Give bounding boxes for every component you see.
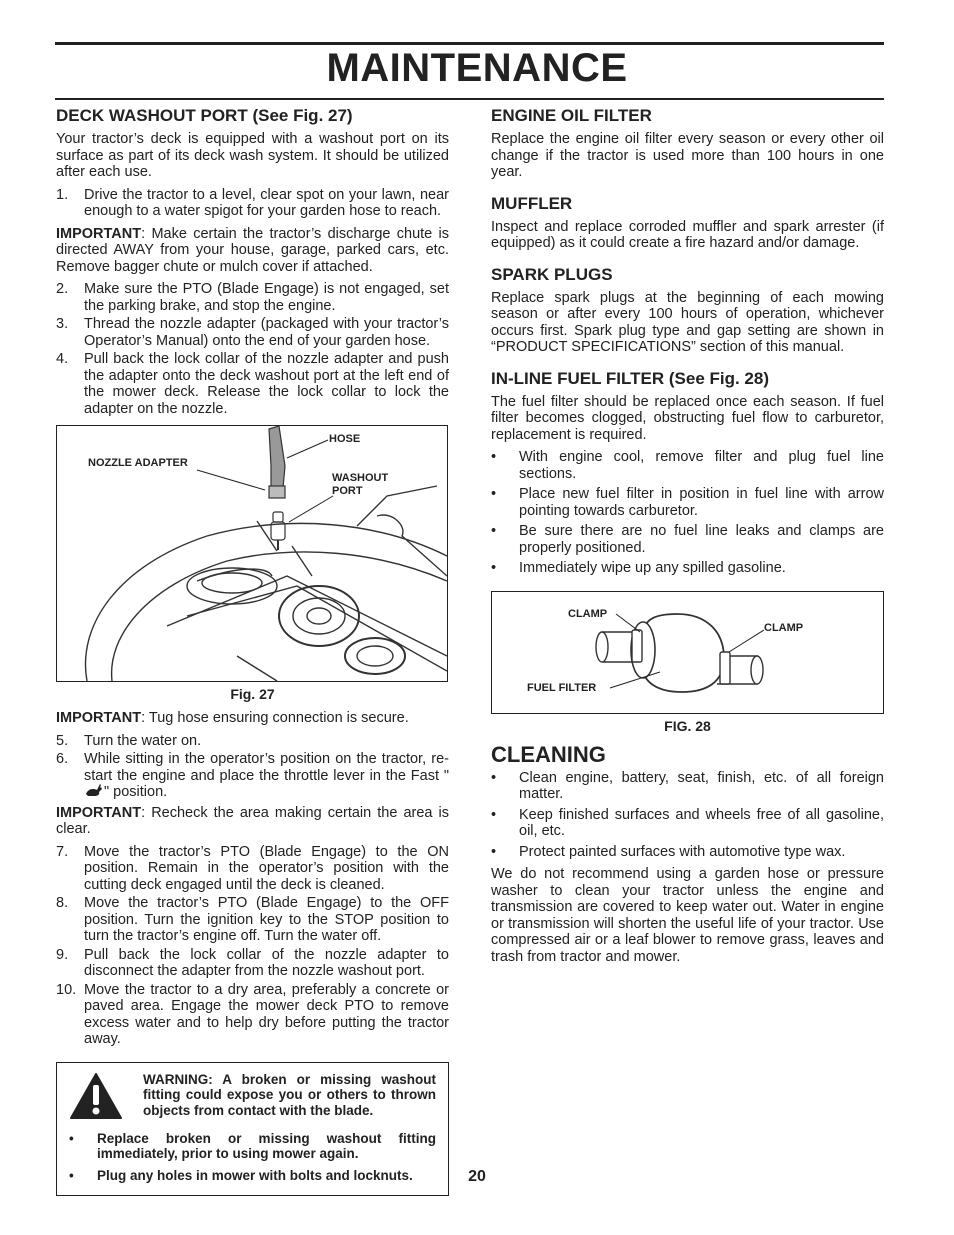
cleaning-text: We do not recommend using a garden hose or pressure washer to clean your tractor unless the engine and transmission are covered to keep water out. Water in engine or transmission will shorten the useful life of your tractor. Use compressed air or a leaf blower to remove grass, leaves and trash from tractor and mower.	[491, 866, 884, 965]
important-note-1	[56, 226, 449, 276]
clamp-label-left: CLAMP	[568, 607, 608, 620]
important-note-3: IMPORTANT: Recheck the area making certain the area is clear.	[56, 804, 449, 837]
muffler-section: MUFFLER Inspect and replace corroded muffler and spark arrester (if equipped) as it could create a fire hazard and/or damage.	[491, 193, 884, 251]
step-4	[56, 351, 449, 417]
washout-port-label: WASHOUT PORT	[332, 472, 389, 497]
step-number: 2.	[56, 281, 69, 297]
nozzle-adapter-label: NOZZLE ADAPTER	[88, 457, 188, 469]
muffler-heading: MUFFLER	[491, 193, 573, 213]
warning-bullet: • Plug any holes in mower with bolts and locknuts.	[69, 1167, 413, 1183]
step-number: 4.	[56, 351, 69, 367]
step-text: Thread the nozzle adapter (packaged with your tractor’s Operator’s Manual) onto the end of your garden hose.	[84, 316, 449, 349]
step-2	[56, 281, 449, 314]
step-number: 3.	[56, 316, 69, 332]
step-9: 9. Pull back the lock collar of the nozzle adapter to disconnect the adapter from the nozzle washout port.	[56, 946, 449, 979]
fuel-bullet: • Place new fuel filter in position in fuel line with arrow pointing towards carburetor.	[491, 486, 884, 519]
deck-washout-heading: DECK WASHOUT PORT (See Fig. 27)	[56, 106, 353, 125]
step-text: Drive the tractor to a level, clear spot on your lawn, near enough to a water spigot for your garden hose to reach.	[84, 186, 449, 219]
figure-28-caption: FIG. 28	[664, 717, 711, 734]
important-label: IMPORTANT	[56, 225, 142, 242]
step-8: 8. Move the tractor’s PTO (Blade Engage) to the OFF position. Turn the ignition key to the STOP position to turn the tractor’s engine off. Turn the water off.	[56, 895, 449, 944]
important-text: : Make certain the tractor’s discharge chute is directed AWAY from your house, garage, parked cars, etc. Remove bagger chute or mulch cover if attached.	[56, 225, 449, 275]
fuel-filter-section: IN-LINE FUEL FILTER (See Fig. 28) The fuel filter should be replaced once each season. If fuel filter becomes clogged, obstructing fuel flow to carburetor, replacement is required. • With engine cool, remove filter and plug fuel line sections. • Place new fuel filter in position in fuel line with arrow pointing towards carburetor. • Be sure there are no fuel line leaks and clamps are properly positioned. • Immediately wipe up any spilled gasoline.	[491, 368, 884, 576]
step-text: Pull back the lock collar of the nozzle adapter and push the adapter onto the deck washout port at the left end of the mower deck. Release the lock collar to lock the adapter on the nozzle.	[84, 351, 449, 417]
figure-28	[491, 591, 884, 714]
page-number: 20	[468, 1168, 486, 1185]
cleaning-bullet: • Clean engine, battery, seat, finish, etc. of all foreign matter.	[491, 769, 884, 802]
figure-27-caption: Fig. 27	[230, 686, 275, 702]
spark-plugs-heading: SPARK PLUGS	[491, 264, 613, 284]
right-column	[491, 106, 884, 971]
step-6: 6. While sitting in the operator’s position on the tractor, re-start the engine and place the throttle lever in the Fast "" position.	[56, 751, 449, 800]
rabbit-fast-icon	[84, 784, 104, 797]
header-rule-bottom	[55, 98, 884, 100]
figure-27	[56, 425, 448, 682]
important-note-2: IMPORTANT: Tug hose ensuring connection is secure.	[56, 710, 409, 726]
deck-washout-intro: Your tractor’s deck is equipped with a washout port on its surface as part of its deck wash system. It should be utilized after each use.	[56, 131, 449, 180]
header-rule-top	[55, 42, 884, 45]
step-10: 10. Move the tractor to a dry area, preferably a concrete or paved area. Engage the mower deck PTO to remove excess water and to help dry before putting the tractor away.	[56, 981, 449, 1047]
step-5: 5. Turn the water on.	[56, 732, 202, 749]
step-1	[56, 187, 449, 220]
fuel-bullet: • Be sure there are no fuel line leaks and clamps are properly positioned.	[491, 523, 884, 556]
step-7: 7. Move the tractor’s PTO (Blade Engage) to the ON position. Remain in the operator’s position with the cutting deck engaged until the deck is cleaned.	[56, 843, 449, 893]
step-text: Make sure the PTO (Blade Engage) is not engaged, set the parking brake, and stop the engine.	[84, 281, 449, 314]
warning-text: WARNING: A broken or missing washout fitting could expose you or others to thrown objects from contact with the blade.	[143, 1071, 436, 1118]
step-3	[56, 316, 449, 349]
fuel-filter-label: FUEL FILTER	[527, 681, 597, 694]
hose-label: HOSE	[329, 433, 361, 445]
engine-oil-filter-heading: ENGINE OIL FILTER	[491, 106, 652, 125]
cleaning-heading: CLEANING	[491, 741, 606, 767]
engine-oil-filter-section: ENGINE OIL FILTER Replace the engine oil filter every season or every other oil change if the tractor is used more than 100 hours in one year.	[491, 106, 884, 180]
left-column	[56, 106, 449, 1196]
fuel-bullet: • With engine cool, remove filter and plug fuel line sections.	[491, 449, 884, 482]
step-number: 1.	[56, 186, 69, 203]
fuel-filter-heading: IN-LINE FUEL FILTER (See Fig. 28)	[491, 368, 770, 388]
fuel-bullet: • Immediately wipe up any spilled gasoline.	[491, 560, 786, 576]
spark-plugs-section: SPARK PLUGS Replace spark plugs at the beginning of each mowing season or after every 100 hours of operation, whichever occurs first. Spark plug type and gap setting are shown in “PRODUCT SPECIFICATIONS” section of this manual.	[491, 264, 884, 355]
cleaning-bullet: • Protect painted surfaces with automotive type wax.	[491, 843, 846, 860]
cleaning-bullet: • Keep finished surfaces and wheels free of all gasoline, oil, etc.	[491, 806, 884, 839]
clamp-label-right: CLAMP	[764, 621, 804, 634]
warning-triangle-icon	[69, 1072, 131, 1125]
cleaning-section	[491, 742, 884, 966]
warning-bullet: • Replace broken or missing washout fitting immediately, prior to using mower again.	[69, 1130, 436, 1161]
page-title: MAINTENANCE	[326, 46, 628, 90]
